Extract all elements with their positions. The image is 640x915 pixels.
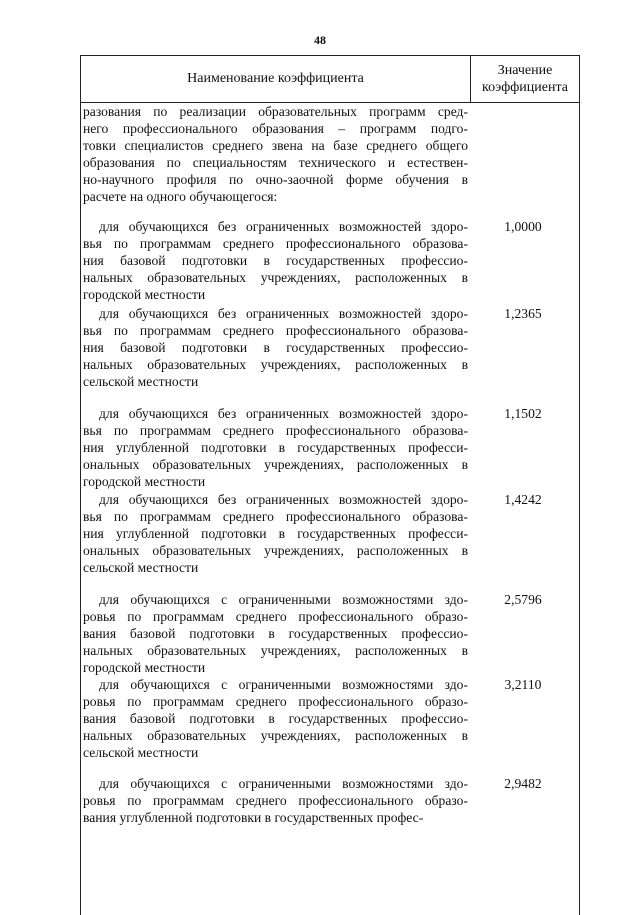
intro-text-line: образования по специальностям технического и естествен- xyxy=(83,155,468,170)
row-description-line: нальных образовательных учреждениях, расположенных в xyxy=(83,357,468,372)
row-description xyxy=(83,775,468,826)
intro-text-line: него профессионального образования – программ подго- xyxy=(83,121,468,136)
row-description-line: нальных образовательных учреждениях, расположенных в xyxy=(83,270,468,285)
row-description-line: вания базовой подготовки в государственных профессио- xyxy=(83,711,468,726)
row-description-line: вья по программам среднего профессионального образова- xyxy=(83,323,468,338)
row-value: 1,2365 xyxy=(504,306,542,321)
coefficient-table xyxy=(80,55,580,915)
row-description xyxy=(83,591,468,676)
row-description xyxy=(83,218,468,303)
row-description-line: городской местности xyxy=(83,660,206,675)
row-description-line: вья по программам среднего профессионального образова- xyxy=(83,509,468,524)
row-description-line: городской местности xyxy=(83,474,206,489)
row-description xyxy=(83,405,468,490)
row-description-line: ния углубленной подготовки в государственных професси- xyxy=(83,526,468,541)
row-description-line: вья по программам среднего профессионального образова- xyxy=(83,423,468,438)
row-description-line: вания углубленной подготовки в государственных профес- xyxy=(83,810,424,825)
row-description-line: сельской местности xyxy=(83,560,199,575)
row-description-line: ровья по программам среднего профессионального образо- xyxy=(83,793,468,808)
intro-text-line: но-научного профиля по очно-заочной форме обучения в xyxy=(83,172,468,187)
row-description-line: для обучающихся без ограниченных возможностей здоро- xyxy=(99,492,468,507)
row-description-line: городской местности xyxy=(83,287,206,302)
row-description-line: ния базовой подготовки в государственных профессио- xyxy=(83,340,468,355)
row-value: 1,0000 xyxy=(504,219,542,234)
row-value: 1,4242 xyxy=(504,492,542,507)
row-description xyxy=(83,305,468,390)
row-description-line: ния углубленной подготовки в государственных професси- xyxy=(83,440,468,455)
row-description-line: для обучающихся без ограниченных возможностей здоро- xyxy=(99,306,468,321)
row-description-line: ровья по программам среднего профессионального образо- xyxy=(83,694,468,709)
row-description-line: нальных образовательных учреждениях, расположенных в xyxy=(83,643,468,658)
row-value: 2,9482 xyxy=(504,776,542,791)
row-value: 2,5796 xyxy=(504,592,542,607)
intro-text-line: расчете на одного обучающегося: xyxy=(83,189,278,204)
header-value-line1: Значение xyxy=(497,63,553,78)
row-description-line: вания базовой подготовки в государственных профессио- xyxy=(83,626,468,641)
row-description-line: ональных образовательных учреждениях, расположенных в xyxy=(83,543,468,558)
row-description-line: ональных образовательных учреждениях, расположенных в xyxy=(83,457,468,472)
row-description-line: вья по программам среднего профессионального образова- xyxy=(83,236,468,251)
row-value: 1,1502 xyxy=(504,406,542,421)
row-description-line: для обучающихся с ограниченными возможностями здо- xyxy=(99,592,468,607)
row-description-line: для обучающихся без ограниченных возможностей здоро- xyxy=(99,406,468,421)
intro-text xyxy=(83,103,468,205)
intro-text-line: товки специалистов среднего звена на базе среднего общего xyxy=(83,138,468,153)
page-number: 48 xyxy=(314,33,326,47)
row-description-line: для обучающихся с ограниченными возможностями здо- xyxy=(99,677,468,692)
row-description xyxy=(83,676,468,761)
row-description-line: для обучающихся без ограниченных возможностей здоро- xyxy=(99,219,468,234)
header-coefficient-value xyxy=(471,56,579,102)
table-header xyxy=(81,55,579,103)
header-coefficient-name: Наименование коэффициента xyxy=(81,56,471,102)
row-description-line: ния базовой подготовки в государственных профессио- xyxy=(83,253,468,268)
row-description-line: ровья по программам среднего профессионального образо- xyxy=(83,609,468,624)
row-description xyxy=(83,491,468,576)
row-description-line: для обучающихся с ограниченными возможностями здо- xyxy=(99,776,468,791)
row-description-line: сельской местности xyxy=(83,374,199,389)
header-value-line2: коэффициента xyxy=(482,80,568,95)
row-description-line: нальных образовательных учреждениях, расположенных в xyxy=(83,728,468,743)
row-description-line: сельской местности xyxy=(83,745,199,760)
intro-text-line: разования по реализации образовательных программ сред- xyxy=(83,104,468,119)
row-value: 3,2110 xyxy=(504,677,542,692)
